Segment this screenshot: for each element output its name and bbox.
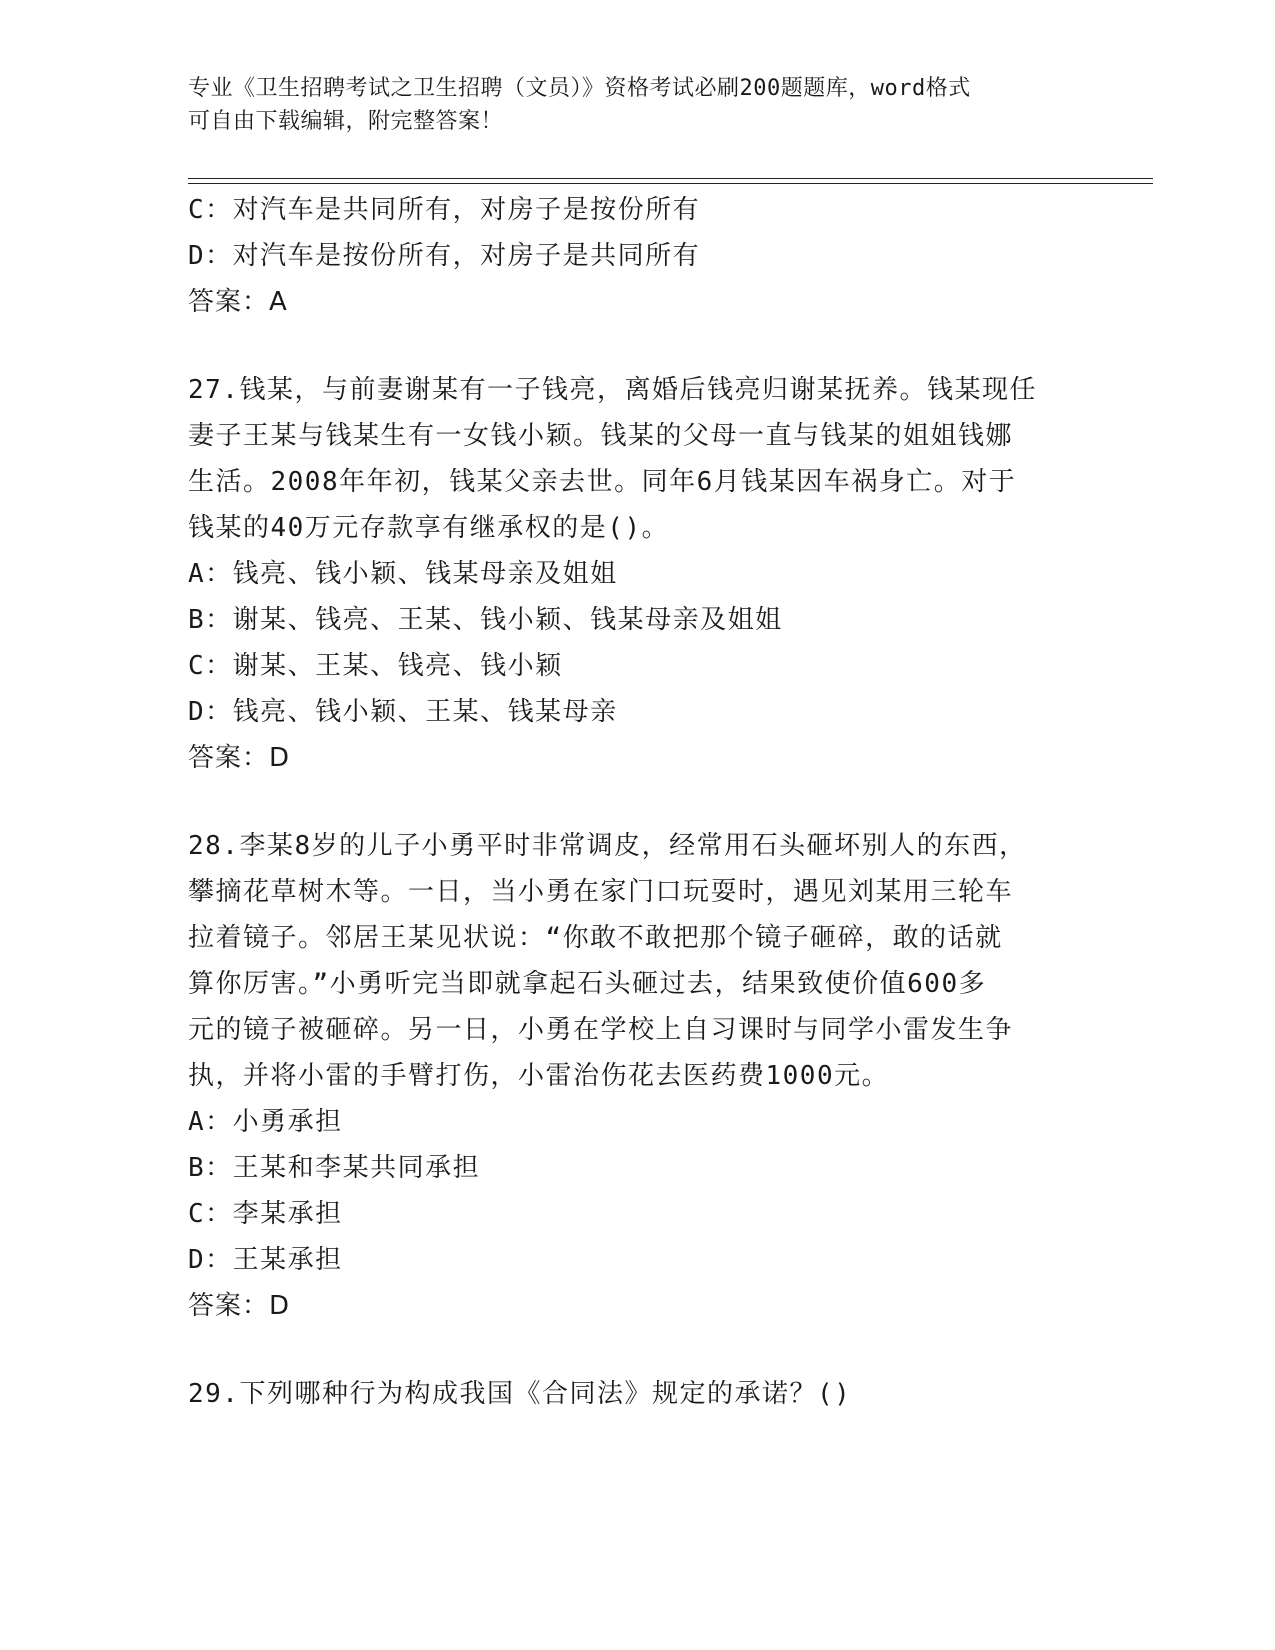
header-rule-top bbox=[188, 178, 1153, 179]
option-b: B：谢某、钱亮、王某、钱小颖、钱某母亲及姐姐 bbox=[188, 605, 783, 635]
question-stem-line: 27.钱某，与前妻谢某有一子钱亮，离婚后钱亮归谢某抚养。钱某现任 bbox=[188, 375, 1037, 405]
question-29 bbox=[188, 1371, 1088, 1417]
question-stem-line: 生活。2008年年初，钱某父亲去世。同年6月钱某因车祸身亡。对于 bbox=[188, 467, 1017, 497]
question-stem-line: 妻子王某与钱某生有一女钱小颖。钱某的父母一直与钱某的姐姐钱娜 bbox=[188, 421, 1014, 451]
header-line-1: 专业《卫生招聘考试之卫生招聘（文员）》资格考试必刷200题题库，word格式 bbox=[188, 76, 971, 101]
question-content bbox=[188, 187, 1088, 1417]
question-stem-line: 28.李某8岁的儿子小勇平时非常调皮，经常用石头砸坏别人的东西， bbox=[188, 831, 1027, 861]
question-26-tail bbox=[188, 187, 1088, 325]
document-header bbox=[188, 72, 1068, 138]
question-stem-line: 拉着镜子。邻居王某见状说：“你敢不敢把那个镜子砸碎，敢的话就 bbox=[188, 923, 1003, 953]
header-rule-bottom bbox=[188, 183, 1153, 184]
answer-line: 答案：D bbox=[188, 743, 291, 773]
option-c: C：对汽车是共同所有，对房子是按份所有 bbox=[188, 195, 701, 225]
option-d: D：王某承担 bbox=[188, 1245, 343, 1275]
question-stem-line: 攀摘花草树木等。一日，当小勇在家门口玩耍时，遇见刘某用三轮车 bbox=[188, 877, 1014, 907]
option-b: B：王某和李某共同承担 bbox=[188, 1153, 481, 1183]
option-c: C：李某承担 bbox=[188, 1199, 343, 1229]
question-stem-line: 元的镜子被砸碎。另一日，小勇在学校上自习课时与同学小雷发生争 bbox=[188, 1015, 1014, 1045]
option-d: D：对汽车是按份所有，对房子是共同所有 bbox=[188, 241, 701, 271]
answer-line: 答案：A bbox=[188, 287, 288, 317]
question-spacer bbox=[188, 781, 1088, 823]
option-c: C：谢某、王某、钱亮、钱小颖 bbox=[188, 651, 563, 681]
question-27 bbox=[188, 367, 1088, 781]
question-stem-line: 29.下列哪种行为构成我国《合同法》规定的承诺？() bbox=[188, 1379, 852, 1409]
option-a: A：小勇承担 bbox=[188, 1107, 343, 1137]
question-stem-line: 算你厉害。”小勇听完当即就拿起石头砸过去，结果致使价值600多 bbox=[188, 969, 987, 999]
question-stem-line: 钱某的40万元存款享有继承权的是()。 bbox=[188, 513, 670, 543]
question-28 bbox=[188, 823, 1088, 1329]
question-spacer bbox=[188, 325, 1088, 367]
header-line-2: 可自由下载编辑，附完整答案！ bbox=[188, 109, 504, 134]
option-d: D：钱亮、钱小颖、王某、钱某母亲 bbox=[188, 697, 618, 727]
option-a: A：钱亮、钱小颖、钱某母亲及姐姐 bbox=[188, 559, 618, 589]
question-stem-line: 执，并将小雷的手臂打伤，小雷治伤花去医药费1000元。 bbox=[188, 1061, 890, 1091]
answer-line: 答案：D bbox=[188, 1291, 291, 1321]
question-spacer bbox=[188, 1329, 1088, 1371]
